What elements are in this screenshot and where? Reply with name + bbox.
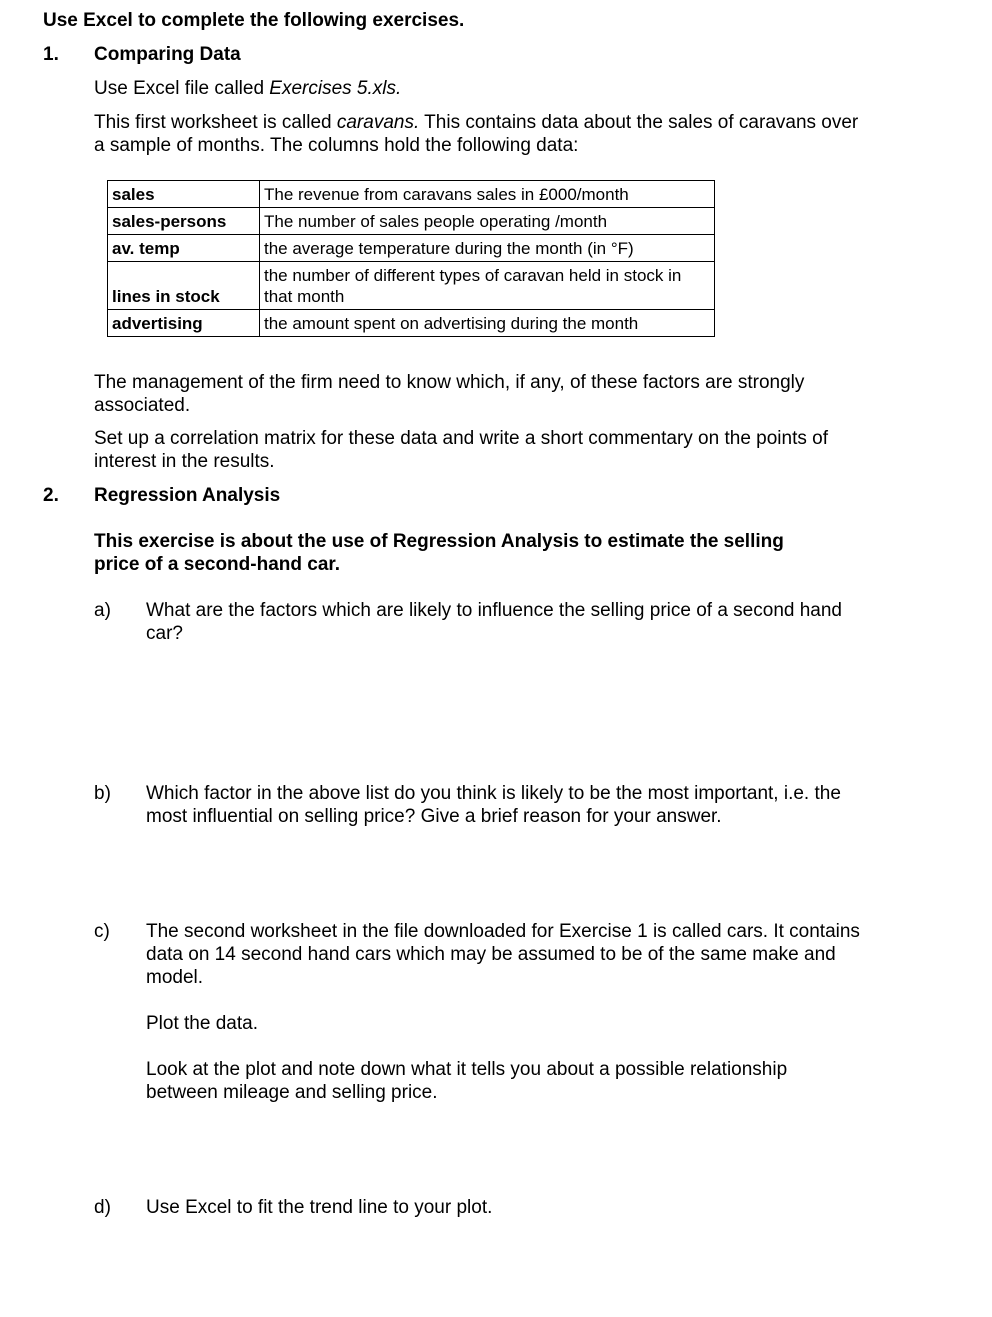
table-description: the number of different types of caravan held in stock in that month [260, 262, 715, 310]
question-a-text: What are the factors which are likely to influence the selling price of a second hand car? [146, 600, 842, 644]
regression-intro: This exercise is about the use of Regression Analysis to estimate the selling price of a second-hand car. [94, 531, 784, 575]
question-b-letter: b) [94, 783, 111, 804]
table-term: sales-persons [108, 208, 260, 235]
question-d-text: Use Excel to fit the trend line to your plot. [146, 1197, 493, 1218]
page-instruction: Use Excel to complete the following exercises. [43, 10, 465, 31]
section-2-number: 2. [43, 485, 59, 506]
table-row [108, 181, 715, 208]
table-description: The number of sales people operating /month [260, 208, 715, 235]
table-row [108, 235, 715, 262]
management-paragraph: The management of the firm need to know which, if any, of these factors are strongly associated. [94, 372, 805, 416]
worksheet-paragraph [94, 111, 864, 157]
worksheet-pre-text: This first worksheet is called [94, 112, 337, 133]
question-c-text: The second worksheet in the file downloaded for Exercise 1 is called cars. It contains data on 14 second hand cars which may be assumed to be of the same make and model. [146, 921, 860, 988]
table-term: lines in stock [108, 262, 260, 310]
task-paragraph: Set up a correlation matrix for these data and write a short commentary on the points of interest in the results. [94, 428, 828, 472]
question-c-letter: c) [94, 921, 110, 942]
question-a-letter: a) [94, 600, 111, 621]
table-row [108, 262, 715, 310]
question-c-look: Look at the plot and note down what it tells you about a possible relationship between mileage and selling price. [146, 1059, 788, 1103]
question-d-letter: d) [94, 1197, 111, 1218]
table-description: The revenue from caravans sales in £000/month [260, 181, 715, 208]
worksheet-name: caravans. [336, 112, 420, 133]
table-description: the average temperature during the month (in °F) [260, 235, 715, 262]
table-description: the amount spent on advertising during the month [260, 310, 715, 337]
table-row [108, 208, 715, 235]
table-term: advertising [108, 310, 260, 337]
section-1-number: 1. [43, 44, 59, 65]
table-term: av. temp [108, 235, 260, 262]
question-c-plot: Plot the data. [146, 1013, 258, 1034]
file-name: Exercises 5.xls. [269, 78, 402, 99]
section-1-title: Comparing Data [94, 44, 241, 65]
table-term: sales [108, 181, 260, 208]
question-b-text: Which factor in the above list do you think is likely to be the most important, i.e. the most influential on selling price? Give a brief reason for your answer. [146, 783, 841, 827]
file-intro-text: Use Excel file called [94, 78, 270, 99]
worksheet-post-text: This contains data about the sales of caravans over a sample of months. The columns hold the following data: [94, 112, 859, 156]
section-2-title: Regression Analysis [94, 485, 281, 506]
file-intro-paragraph [94, 77, 874, 100]
table-row [108, 310, 715, 337]
column-definitions-table [107, 180, 715, 337]
